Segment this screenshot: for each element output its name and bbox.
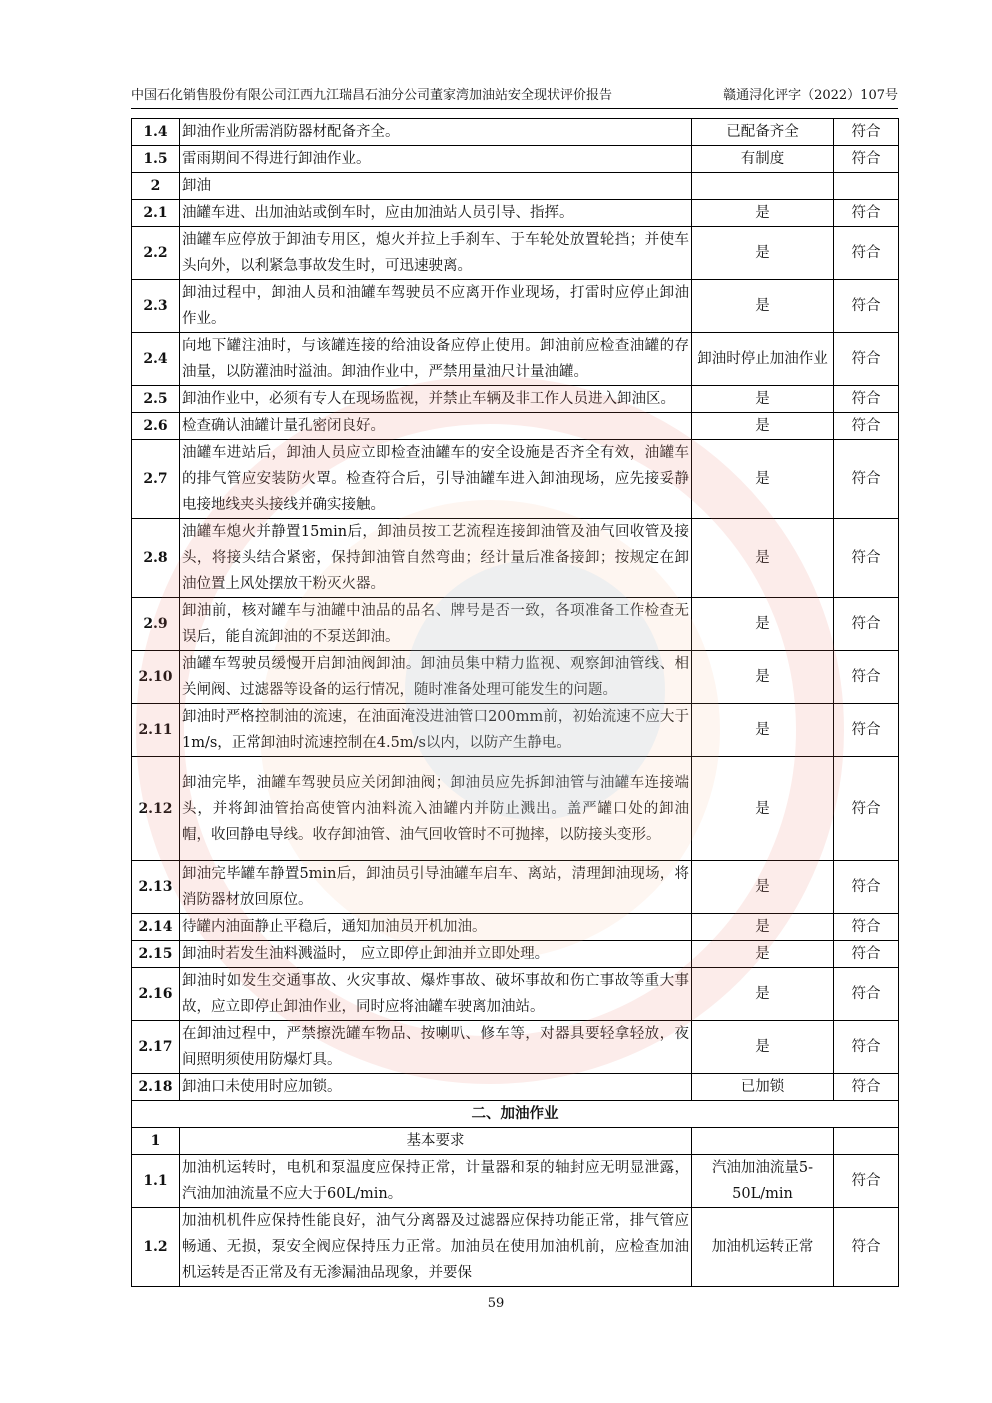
item-result: 符合 — [834, 280, 899, 333]
table-row — [132, 598, 899, 651]
item-actual-status: 是 — [692, 968, 834, 1021]
header-report-title: 中国石化销售股份有限公司江西九江瑞昌石油分公司董家湾加油站安全现状评价报告 — [131, 88, 613, 103]
item-number: 1.5 — [132, 146, 180, 173]
table-row — [132, 1208, 899, 1287]
item-result: 符合 — [834, 757, 899, 861]
item-result: 符合 — [834, 704, 899, 757]
item-result: 符合 — [834, 440, 899, 519]
item-result: 符合 — [834, 914, 899, 941]
item-number: 2.12 — [132, 757, 180, 861]
table-row — [132, 861, 899, 914]
item-actual-status — [692, 1128, 834, 1155]
table-row — [132, 914, 899, 941]
item-requirement: 向地下罐注油时，与该罐连接的给油设备应停止使用。卸油前应检查油罐的存油量，以防灌油时溢油。卸油作业中，严禁用量油尺计量油罐。 — [180, 333, 692, 386]
item-requirement: 卸油时若发生油料溅溢时， 应立即停止卸油并立即处理。 — [180, 941, 692, 968]
item-requirement: 油罐车应停放于卸油专用区，熄火并拉上手刹车、于车轮处放置轮挡；并使车头向外，以利紧急事故发生时，可迅速驶离。 — [180, 227, 692, 280]
item-result: 符合 — [834, 1074, 899, 1101]
section-heading-row — [132, 1101, 899, 1128]
table-row — [132, 440, 899, 519]
table-row — [132, 146, 899, 173]
item-result: 符合 — [834, 119, 899, 146]
item-result: 符合 — [834, 598, 899, 651]
header-document-number: 赣通浔化评字（2022）107号 — [723, 88, 898, 103]
item-result: 符合 — [834, 227, 899, 280]
item-number: 2.5 — [132, 386, 180, 413]
item-actual-status: 卸油时停止加油作业 — [692, 333, 834, 386]
item-actual-status: 是 — [692, 598, 834, 651]
table-row — [132, 757, 899, 861]
item-requirement: 检查确认油罐计量孔密闭良好。 — [180, 413, 692, 440]
item-result: 符合 — [834, 861, 899, 914]
item-number: 1.1 — [132, 1155, 180, 1208]
page-number: 59 — [487, 1296, 505, 1311]
item-result: 符合 — [834, 1021, 899, 1074]
item-actual-status: 已配备齐全 — [692, 119, 834, 146]
item-actual-status — [692, 173, 834, 200]
item-requirement: 卸油作业所需消防器材配备齐全。 — [180, 119, 692, 146]
item-result: 符合 — [834, 1155, 899, 1208]
item-result — [834, 173, 899, 200]
item-requirement: 油罐车进站后，卸油人员应立即检查油罐车的安全设施是否齐全有效，油罐车的排气管应安装防火罩。检查符合后，引导油罐车进入卸油现场，应先接妥静电接地线夹头接线并确实接触。 — [180, 440, 692, 519]
item-result: 符合 — [834, 941, 899, 968]
item-actual-status: 加油机运转正常 — [692, 1208, 834, 1287]
item-actual-status: 是 — [692, 1021, 834, 1074]
item-actual-status: 是 — [692, 413, 834, 440]
table-row — [132, 333, 899, 386]
item-actual-status: 是 — [692, 386, 834, 413]
item-result: 符合 — [834, 333, 899, 386]
item-actual-status: 是 — [692, 704, 834, 757]
item-requirement: 卸油过程中，卸油人员和油罐车驾驶员不应离开作业现场，打雷时应停止卸油作业。 — [180, 280, 692, 333]
item-actual-status: 是 — [692, 861, 834, 914]
item-number: 2.3 — [132, 280, 180, 333]
item-requirement: 加油机机件应保持性能良好，油气分离器及过滤器应保持功能正常，排气管应畅通、无损，泵安全阀应保持压力正常。加油员在使用加油机前，应检查加油机运转是否正常及有无渗漏油品现象，并要保 — [180, 1208, 692, 1287]
table-row — [132, 119, 899, 146]
table-row — [132, 941, 899, 968]
item-requirement: 卸油口未使用时应加锁。 — [180, 1074, 692, 1101]
item-number: 2.2 — [132, 227, 180, 280]
item-requirement: 卸油作业中，必须有专人在现场监视，并禁止车辆及非工作人员进入卸油区。 — [180, 386, 692, 413]
table-row — [132, 1021, 899, 1074]
item-requirement: 油罐车熄火并静置15min后，卸油员按工艺流程连接卸油管及油气回收管及接头，将接头结合紧密，保持卸油管自然弯曲；经计量后准备接卸；按规定在卸油位置上风处摆放干粉灭火器。 — [180, 519, 692, 598]
table-row — [132, 1074, 899, 1101]
item-result: 符合 — [834, 1208, 899, 1287]
item-actual-status: 是 — [692, 200, 834, 227]
item-actual-status: 是 — [692, 227, 834, 280]
item-requirement: 卸油完毕，油罐车驾驶员应关闭卸油阀；卸油员应先拆卸油管与油罐车连接端头，并将卸油管抬高使管内油料流入油罐内并防止溅出。盖严罐口处的卸油帽，收回静电导线。收存卸油管、油气回收管时不可抛摔，以防接头变形。 — [180, 757, 692, 861]
item-requirement: 基本要求 — [180, 1128, 692, 1155]
item-requirement: 卸油时如发生交通事故、火灾事故、爆炸事故、破坏事故和伤亡事故等重大事故，应立即停止卸油作业，同时应将油罐车驶离加油站。 — [180, 968, 692, 1021]
table-row — [132, 968, 899, 1021]
item-result: 符合 — [834, 413, 899, 440]
item-actual-status: 是 — [692, 914, 834, 941]
item-number: 2.10 — [132, 651, 180, 704]
item-number: 2.6 — [132, 413, 180, 440]
item-number: 1.2 — [132, 1208, 180, 1287]
item-number: 2.9 — [132, 598, 180, 651]
section-title: 二、加油作业 — [132, 1101, 899, 1128]
item-actual-status: 汽油加油流量5-50L/min — [692, 1155, 834, 1208]
item-number: 2.16 — [132, 968, 180, 1021]
item-requirement: 油罐车进、出加油站或倒车时，应由加油站人员引导、指挥。 — [180, 200, 692, 227]
item-requirement: 加油机运转时，电机和泵温度应保持正常，计量器和泵的轴封应无明显泄露，汽油加油流量不应大于60L/min。 — [180, 1155, 692, 1208]
item-result: 符合 — [834, 200, 899, 227]
item-requirement: 油罐车驾驶员缓慢开启卸油阀卸油。卸油员集中精力监视、观察卸油管线、相关闸阀、过滤器等设备的运行情况，随时准备处理可能发生的问题。 — [180, 651, 692, 704]
item-number: 1 — [132, 1128, 180, 1155]
table-row — [132, 651, 899, 704]
item-number: 1.4 — [132, 119, 180, 146]
table-row — [132, 386, 899, 413]
item-actual-status: 是 — [692, 519, 834, 598]
item-actual-status: 有制度 — [692, 146, 834, 173]
item-result: 符合 — [834, 651, 899, 704]
item-requirement: 雷雨期间不得进行卸油作业。 — [180, 146, 692, 173]
table-row — [132, 280, 899, 333]
item-requirement: 卸油前，核对罐车与油罐中油品的品名、牌号是否一致，各项准备工作检查无误后，能自流卸油的不泵送卸油。 — [180, 598, 692, 651]
table-row — [132, 173, 899, 200]
item-number: 2.17 — [132, 1021, 180, 1074]
item-actual-status: 已加锁 — [692, 1074, 834, 1101]
item-actual-status: 是 — [692, 941, 834, 968]
item-number: 2.15 — [132, 941, 180, 968]
item-number: 2.4 — [132, 333, 180, 386]
item-actual-status: 是 — [692, 280, 834, 333]
table-row — [132, 519, 899, 598]
item-result: 符合 — [834, 968, 899, 1021]
item-number: 2.8 — [132, 519, 180, 598]
item-requirement: 在卸油过程中，严禁擦洗罐车物品、按喇叭、修车等，对器具要轻拿轻放，夜间照明须使用防爆灯具。 — [180, 1021, 692, 1074]
table-row — [132, 1128, 899, 1155]
item-number: 2.14 — [132, 914, 180, 941]
table-row — [132, 413, 899, 440]
item-actual-status: 是 — [692, 651, 834, 704]
item-number: 2.11 — [132, 704, 180, 757]
table-row — [132, 704, 899, 757]
item-result — [834, 1128, 899, 1155]
item-number: 2.7 — [132, 440, 180, 519]
item-requirement: 卸油完毕罐车静置5min后，卸油员引导油罐车启车、离站，清理卸油现场，将消防器材放回原位。 — [180, 861, 692, 914]
item-number: 2 — [132, 173, 180, 200]
item-actual-status: 是 — [692, 757, 834, 861]
item-result: 符合 — [834, 146, 899, 173]
inspection-table — [131, 118, 899, 1287]
item-result: 符合 — [834, 386, 899, 413]
item-number: 2.18 — [132, 1074, 180, 1101]
item-number: 2.13 — [132, 861, 180, 914]
item-actual-status: 是 — [692, 440, 834, 519]
table-row — [132, 1155, 899, 1208]
item-requirement: 待罐内油面静止平稳后，通知加油员开机加油。 — [180, 914, 692, 941]
item-result: 符合 — [834, 519, 899, 598]
item-requirement: 卸油 — [180, 173, 692, 200]
page-header — [131, 84, 898, 109]
item-requirement: 卸油时严格控制油的流速，在油面淹没进油管口200mm前，初始流速不应大于1m/s，正常卸油时流速控制在4.5m/s以内，以防产生静电。 — [180, 704, 692, 757]
table-row — [132, 200, 899, 227]
table-row — [132, 227, 899, 280]
item-number: 2.1 — [132, 200, 180, 227]
